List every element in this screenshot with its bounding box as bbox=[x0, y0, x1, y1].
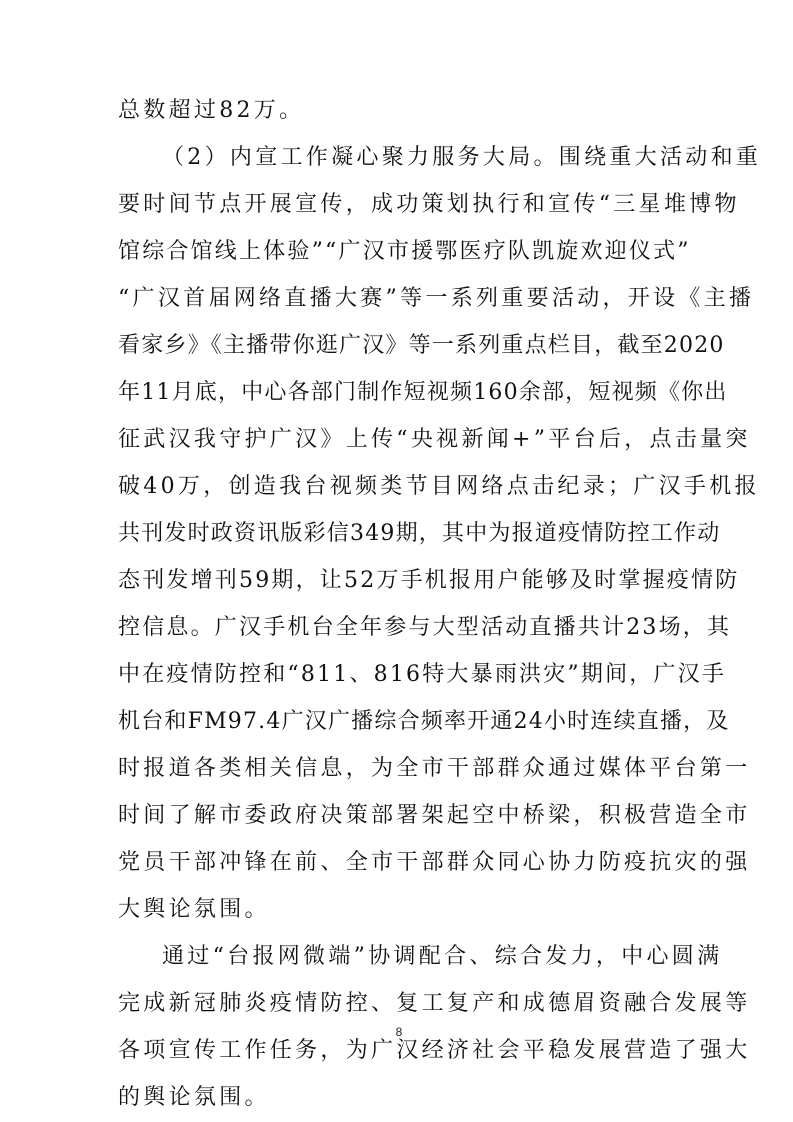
text-line-22: 的舆论氛围。 bbox=[118, 1085, 270, 1110]
page-number: 8 bbox=[395, 1025, 403, 1039]
text-line-7: 年11月底，中心各部门制作短视频160余部，短视频《你出 bbox=[118, 380, 728, 405]
text-line-16: 时间了解市委政府决策部署架起空中桥梁，积极营造全市 bbox=[118, 803, 751, 828]
text-line-1: 总数超过82万。 bbox=[118, 98, 305, 123]
text-line-14: 机台和FM97.4广汉广播综合频率开通24小时连续直播，及 bbox=[118, 709, 730, 734]
text-line-9: 破40万，创造我台视频类节目网络点击纪录；广汉手机报 bbox=[118, 474, 760, 499]
text-line-15: 时报道各类相关信息，为全市干部群众通过媒体平台第一 bbox=[118, 756, 751, 781]
text-line-12: 控信息。广汉手机台全年参与大型活动直播共计23场，其 bbox=[118, 615, 732, 640]
text-line-20: 完成新冠肺炎疫情防控、复工复产和成德眉资融合发展等 bbox=[118, 991, 751, 1016]
text-line-8: 征武汉我守护广汉》上传“央视新闻+”平台后，点击量突 bbox=[118, 427, 751, 452]
text-line-4: 馆综合馆线上体验”“广汉市援鄂医疗队凯旋欢迎仪式” bbox=[118, 239, 691, 264]
text-line-17: 党员干部冲锋在前、全市干部群众同心协力防疫抗灾的强 bbox=[118, 850, 751, 875]
text-line-6: 看家乡》《主播带你逛广汉》等一系列重点栏目，截至2020 bbox=[118, 333, 725, 358]
text-line-3: 要时间节点开展宣传，成功策划执行和宣传“三星堆博物 bbox=[118, 192, 740, 217]
text-line-13: 中在疫情防控和“811、816特大暴雨洪灾”期间，广汉手 bbox=[118, 662, 727, 687]
text-line-19: 通过“台报网微端”协调配合、综合发力，中心圆满 bbox=[162, 944, 723, 969]
text-line-21: 各项宣传工作任务，为广汉经济社会平稳发展营造了强大 bbox=[118, 1038, 751, 1063]
text-line-18: 大舆论氛围。 bbox=[118, 897, 270, 922]
text-line-5: “广汉首届网络直播大赛”等一系列重要活动，开设《主播 bbox=[118, 286, 755, 311]
text-line-11: 态刊发增刊59期，让52万手机报用户能够及时掌握疫情防 bbox=[118, 568, 740, 593]
text-line-2: （2）内宣工作凝心聚力服务大局。围绕重大活动和重 bbox=[162, 145, 762, 170]
text-line-10: 共刊发时政资讯版彩信349期，其中为报道疫情防控工作动 bbox=[118, 521, 721, 546]
